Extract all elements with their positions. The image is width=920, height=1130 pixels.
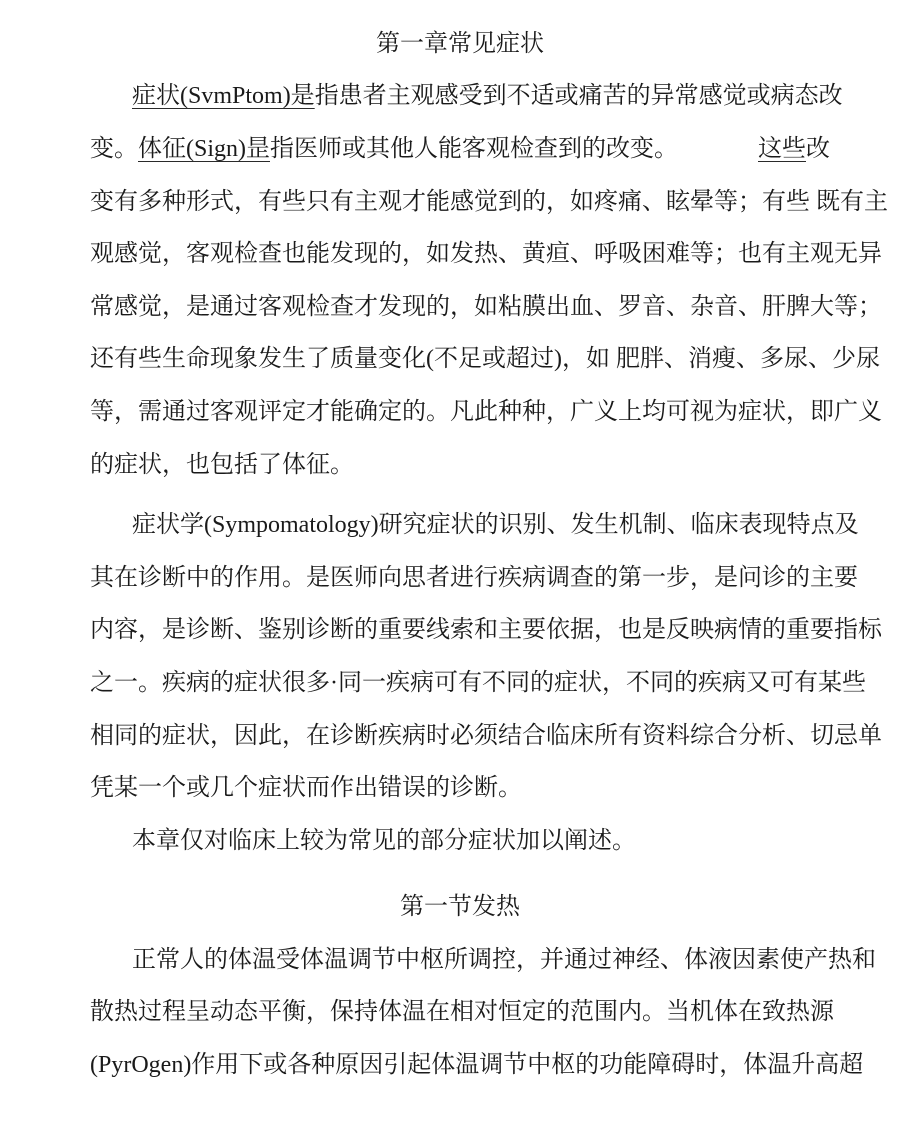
underlined-term: 体征(Sign)昰 bbox=[138, 135, 270, 162]
text-run: 其在诊断中的作用。是医师向思者进行疾病调查的第一步，是问诊的主要 bbox=[90, 564, 858, 591]
text-run: 的症状，也包括了体征。 bbox=[90, 451, 354, 478]
document-body bbox=[90, 14, 888, 1088]
para-chapter-scope bbox=[90, 811, 830, 864]
text-line bbox=[90, 330, 880, 383]
para-fever-intro bbox=[90, 930, 876, 1088]
text-line bbox=[90, 758, 830, 811]
text-run: 之一。疾病的症状很多·同一疾病可有不同的症状，不同的疾病又可有某些 bbox=[90, 669, 866, 696]
text-run: (PyrOgen)作用下或各种原因引起体温调节中枢的功能障碍时，体温升高超 bbox=[90, 1052, 864, 1079]
text-run: 还有些生命现象发生了质量变化(不足或超过)，如 肥胖、消瘦、多尿、少尿 bbox=[90, 346, 880, 373]
justify-gap bbox=[678, 145, 758, 146]
para-symptomatology bbox=[90, 495, 882, 811]
text-line bbox=[90, 930, 876, 983]
text-line bbox=[90, 277, 882, 330]
text-run: 相同的症状，因此，在诊断疾病时必须结合临床所有资料综合分析、切忌单 bbox=[90, 722, 882, 749]
text-run: 等，需通过客观评定才能确定的。凡此种种，广义上均可视为症状，即广义 bbox=[90, 398, 882, 425]
text-line bbox=[90, 172, 888, 225]
text-run: 散热过程呈动态平衡，保持体温在相对恒定的范围内。当机体在致热源 bbox=[90, 999, 834, 1026]
underlined-term: 这些 bbox=[758, 135, 806, 162]
text-line bbox=[90, 653, 866, 706]
text-run: 本章仅对临床上较为常见的部分症状加以阐述。 bbox=[132, 827, 636, 854]
text-line bbox=[90, 435, 830, 488]
text-run: 变有多种形式，有些只有主观才能感觉到的，如疼痛、眩晕等；有些 既有主 bbox=[90, 188, 888, 215]
para-symptom-definition bbox=[90, 67, 888, 488]
heading-line bbox=[90, 878, 830, 931]
text-line bbox=[90, 983, 834, 1036]
underlined-term: 症状(SvmPtom)是 bbox=[132, 83, 315, 110]
text-run: 凭某一个或几个症状而作出错误的诊断。 bbox=[90, 775, 522, 802]
text-line bbox=[90, 67, 843, 120]
text-run: 指医师或其他人能客观检查到的改变。 bbox=[270, 135, 678, 162]
text-run: 变。 bbox=[90, 135, 138, 162]
text-run: 正常人的体温受体温调节中枢所调控，并通过神经、体液因素使产热和 bbox=[132, 946, 876, 973]
text-line bbox=[90, 706, 882, 759]
text-line bbox=[90, 548, 858, 601]
section-heading bbox=[90, 878, 830, 931]
text-run: 改 bbox=[806, 135, 830, 162]
text-run: 第一节发热 bbox=[400, 894, 520, 921]
text-run: 指患者主观感受到不适或痛苦的异常感觉或病态改 bbox=[314, 83, 843, 110]
text-line bbox=[90, 601, 882, 654]
text-line bbox=[90, 495, 859, 548]
text-line bbox=[90, 382, 882, 435]
text-line bbox=[90, 811, 830, 864]
text-run: 内容，是诊断、鉴别诊断的重要线索和主要依据，也是反映病情的重要指标 bbox=[90, 617, 882, 644]
text-run: 观感觉，客观检查也能发现的，如发热、黄疸、呼吸困难等；也有主观无异 bbox=[90, 241, 882, 268]
heading-line bbox=[90, 14, 830, 67]
text-run: 第一章常见症状 bbox=[376, 30, 544, 57]
text-run: 症状学(Sympomatology)研究症状的识别、发生机制、临床表现特点及 bbox=[132, 512, 859, 539]
text-line bbox=[90, 1035, 864, 1088]
text-line bbox=[90, 224, 882, 277]
chapter-heading bbox=[90, 14, 830, 67]
text-line bbox=[90, 119, 830, 172]
text-run: 常感觉，是通过客观检查才发现的，如粘膜出血、罗音、杂音、肝脾大等； bbox=[90, 293, 882, 320]
